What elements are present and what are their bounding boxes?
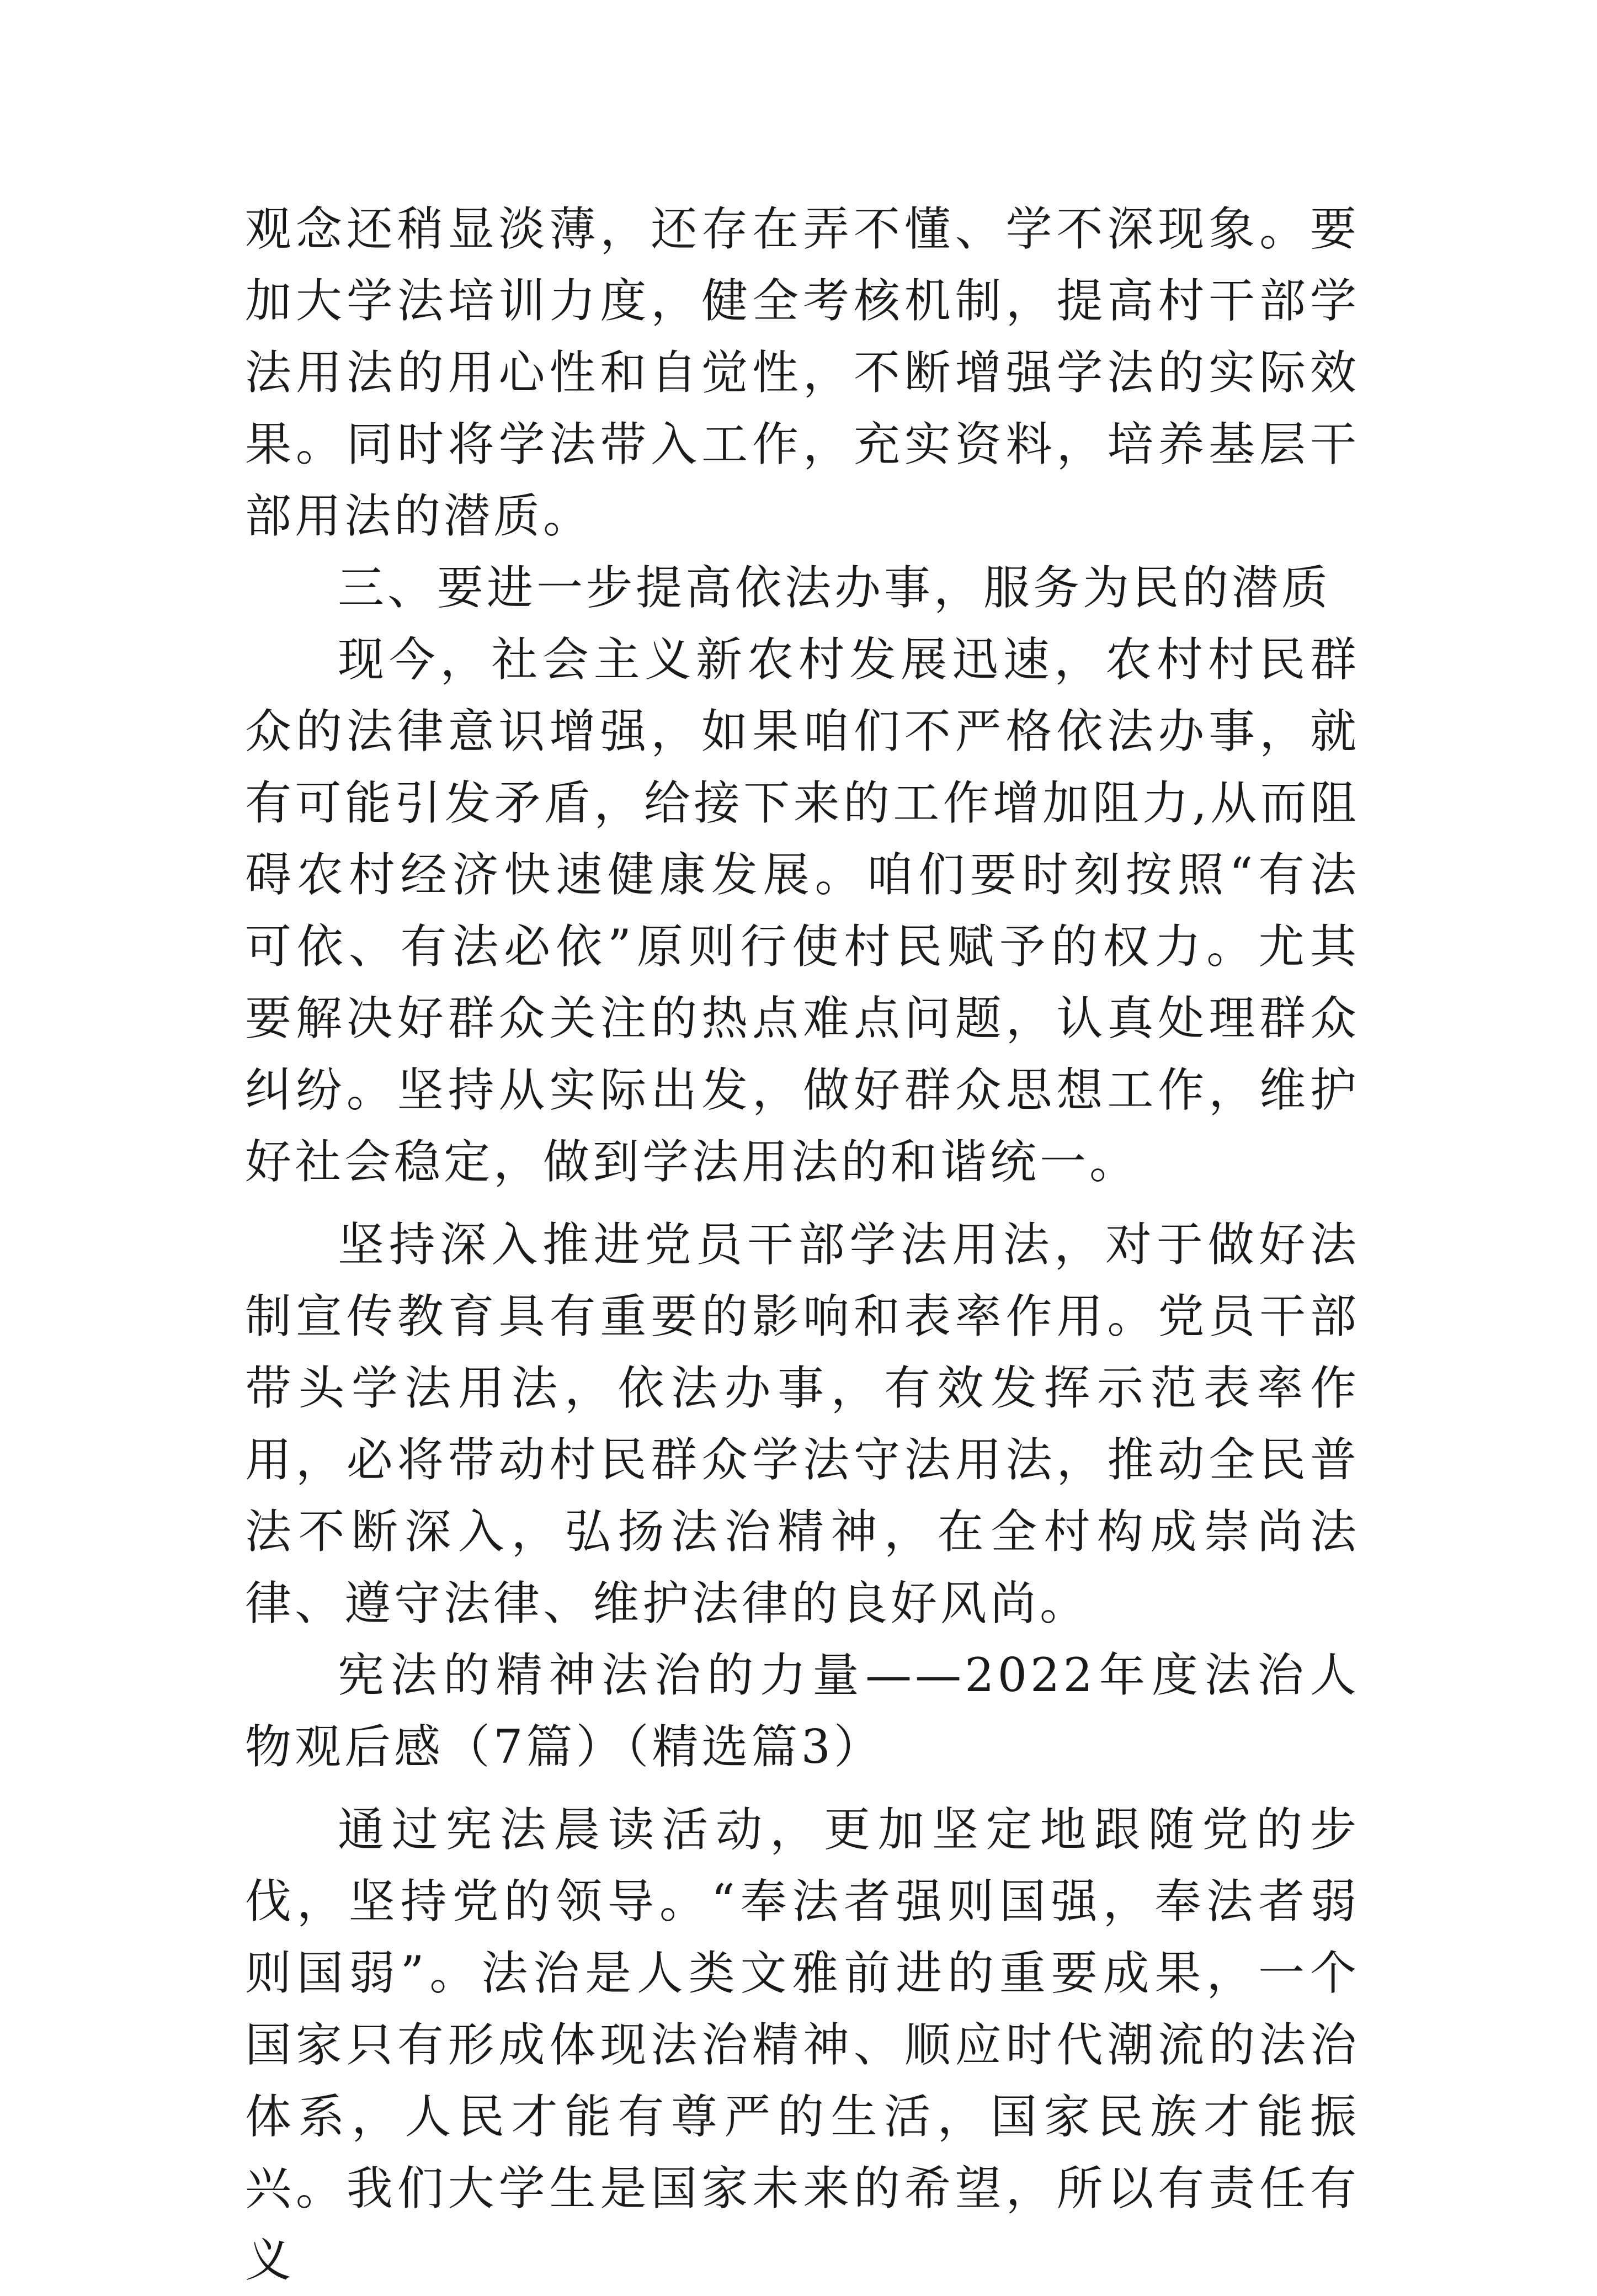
- paragraph: 现今，社会主义新农村发展迅速，农村村民群众的法律意识增强，如果咱们不严格依法办事，就有可能引发矛盾，给接下来的工作增加阻力,从而阻碍农村经济快速健康发展。咱们要时刻按照“有法可依、有法必依”原则行使村民赋予的权力。尤其要解决好群众关注的热点难点问题，认真处理群众纠纷。坚持从实际出发，做好群众思想工作，维护好社会稳定，做到学法用法的和谐统一。: [245, 633, 1360, 1189]
- section-heading: 三、要进一步提高依法办事，服务为民的潜质: [338, 561, 1332, 615]
- body-text: [245, 193, 1360, 2296]
- paragraph: 通过宪法晨读活动，更加坚定地跟随党的步伐，坚持党的领导。“奉法者强则国强，奉法者弱则国弱”。法治是人类文雅前进的重要成果，一个国家只有形成体现法治精神、顺应时代潮流的法治体系，人民才能有尊严的生活，国家民族才能振兴。我们大学生是国家未来的希望，所以有责任有义: [245, 1803, 1360, 2287]
- paragraph-spacer: [245, 1198, 1360, 1209]
- article-title: 宪法的精神法治的力量——2022年度法治人物观后感（7篇）（精选篇3）: [245, 1648, 1360, 1774]
- paragraph: 坚持深入推进党员干部学法用法，对于做好法制宣传教育具有重要的影响和表率作用。党员干部带头学法用法，依法办事，有效发挥示范表率作用，必将带动村民群众学法守法用法，推动全民普法不断深入，弘扬法治精神，在全村构成崇尚法律、遵守法律、维护法律的良好风尚。: [245, 1218, 1360, 1630]
- paragraph-spacer: [245, 1783, 1360, 1794]
- paragraph-continued: 观念还稍显淡薄，还存在弄不懂、学不深现象。要加大学法培训力度，健全考核机制，提高村干部学法用法的用心性和自觉性，不断增强学法的实际效果。同时将学法带入工作，充实资料，培养基层干部用法的潜质。: [245, 202, 1360, 543]
